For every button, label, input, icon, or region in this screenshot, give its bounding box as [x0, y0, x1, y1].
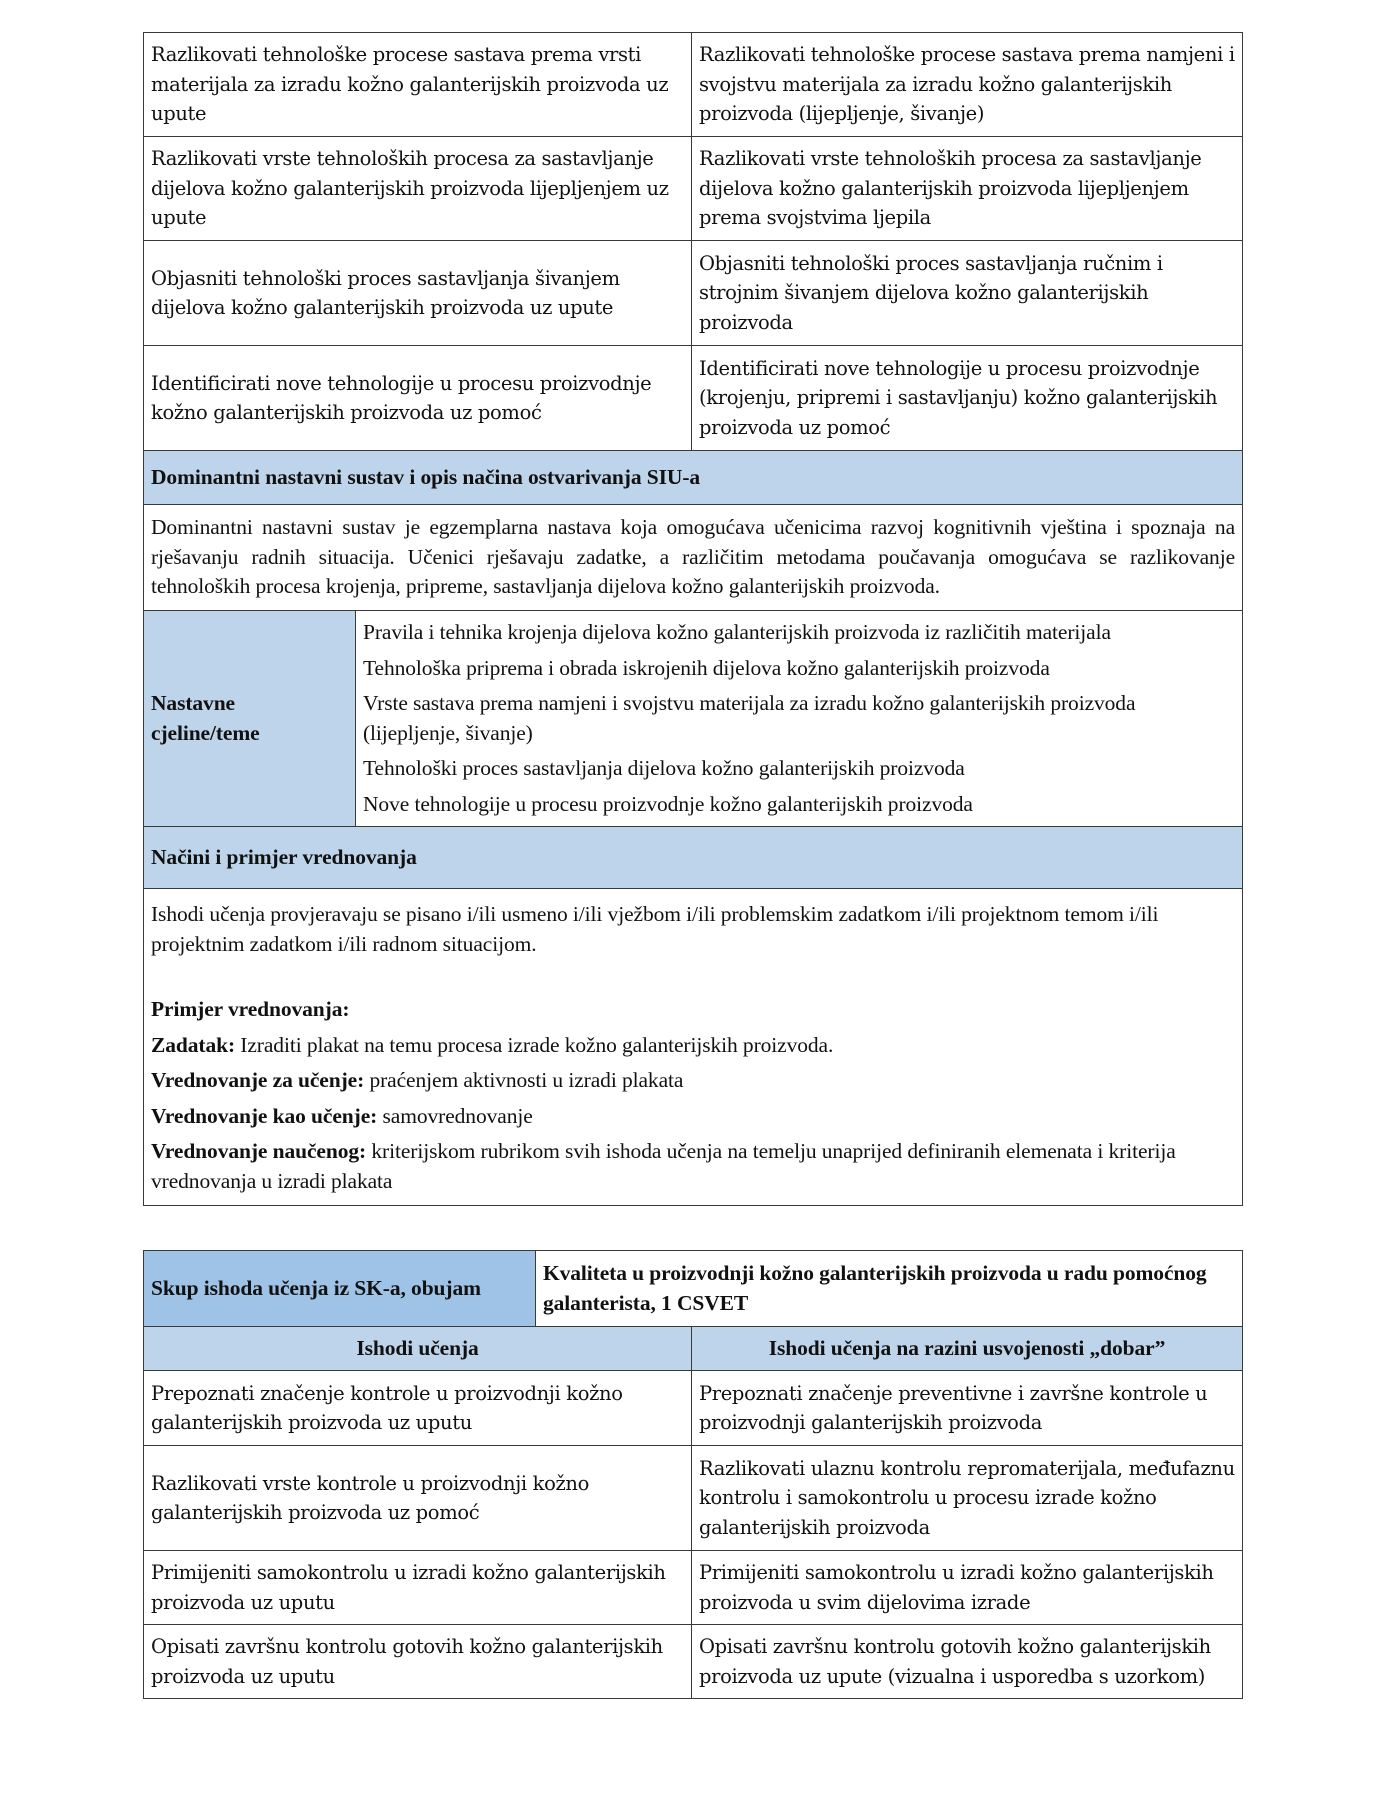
outcome-cell: Objasniti tehnološki proces sastavljanja šivanjem dijelova kožno galanterijskih proizvoda uz upute	[144, 241, 692, 346]
evaluation-task	[151, 1028, 1235, 1064]
outcome-cell: Opisati završnu kontrolu gotovih kožno galanterijskih proizvoda uz uputu	[144, 1625, 692, 1699]
topics-row	[144, 611, 1243, 827]
for-learning-label: Vrednovanje za učenje:	[151, 1068, 365, 1092]
spacer	[151, 962, 1235, 992]
document-page	[143, 32, 1242, 1699]
column-header-row	[144, 1327, 1243, 1371]
as-learning-label: Vrednovanje kao učenje:	[151, 1103, 378, 1128]
column-header-outcomes: Ishodi učenja	[144, 1327, 692, 1371]
outcome-good-cell: Prepoznati značenje preventivne i završne kontrole u proizvodnji galanterijskih proizvoda	[692, 1371, 1243, 1446]
outcome-good-cell: Opisati završnu kontrolu gotovih kožno galanterijskih proizvoda uz upute (vizualna i usporedba s uzorkom)	[692, 1625, 1243, 1699]
topic-item: Tehnološki proces sastavljanja dijelova kožno galanterijskih proizvoda	[363, 756, 965, 780]
outcome-good-cell: Objasniti tehnološki proces sastavljanja ručnim i strojnim šivanjem dijelova kožno galanterijskih proizvoda	[692, 241, 1243, 346]
section-header-row	[144, 827, 1243, 889]
evaluation-row	[144, 889, 1243, 1206]
outcome-good-cell: Primijeniti samokontrolu u izradi kožno galanterijskih proizvoda u svim dijelovima izrade	[692, 1551, 1243, 1625]
table-row	[144, 1551, 1243, 1625]
task-label: Zadatak:	[151, 1032, 236, 1057]
evaluation-example-heading: Primjer vrednovanja:	[151, 997, 350, 1021]
outcome-good-cell: Razlikovati tehnološke procese sastava prema namjeni i svojstvu materijala za izradu kožno galanterijskih proizvoda (lijepljenje, šivanje)	[692, 33, 1243, 137]
topics-list	[356, 611, 1243, 827]
outcome-cell: Identificirati nove tehnologije u procesu proizvodnje kožno galanterijskih proizvoda uz pomoć	[144, 346, 692, 451]
topics-label: Nastavne cjeline/teme	[144, 611, 356, 827]
evaluation-heading: Načini i primjer vrednovanja	[144, 827, 1243, 889]
set-title: Kvaliteta u proizvodnji kožno galanterijskih proizvoda u radu pomoćnog galanterista, 1 CSVET	[536, 1251, 1243, 1327]
evaluation-as-learning	[151, 1099, 1235, 1135]
section-header-row	[144, 451, 1243, 505]
outcome-cell: Razlikovati tehnološke procese sastava prema vrsti materijala za izradu kožno galanterijskih proizvoda uz upute	[144, 33, 692, 137]
outcome-cell: Razlikovati vrste tehnoloških procesa za sastavljanje dijelova kožno galanterijskih proizvoda lijepljenjem uz upute	[144, 137, 692, 241]
table-row	[144, 505, 1243, 611]
topic-item: Nove tehnologije u procesu proizvodnje kožno galanterijskih proizvoda	[363, 791, 973, 816]
set-label: Skup ishoda učenja iz SK-a, obujam	[144, 1251, 536, 1327]
outcome-cell: Razlikovati vrste kontrole u proizvodnji kožno galanterijskih proizvoda uz pomoć	[144, 1446, 692, 1551]
topic-item: Vrste sastava prema namjeni i svojstvu materijala za izradu kožno galanterijskih proizvoda (lijepljenje, šivanje)	[363, 691, 1136, 745]
task-text: Izraditi plakat na temu procesa izrade kožno galanterijskih proizvoda.	[235, 1032, 834, 1057]
table-gap	[143, 1206, 1242, 1250]
evaluation-for-learning	[151, 1063, 1235, 1099]
table-row	[144, 1371, 1243, 1446]
of-learning-text: kriterijskom rubrikom svih ishoda učenja na temelju unaprijed definiranih elemenata i kriterija vrednovanja u izradi plakata	[151, 1139, 1176, 1193]
outcome-cell: Prepoznati značenje kontrole u proizvodnji kožno galanterijskih proizvoda uz uputu	[144, 1371, 692, 1446]
topic-item: Pravila i tehnika krojenja dijelova kožno galanterijskih proizvoda iz različitih materijala	[363, 620, 1111, 644]
teaching-system-heading: Dominantni nastavni sustav i opis načina ostvarivanja SIU-a	[144, 451, 1243, 505]
table-row	[144, 33, 1243, 137]
teaching-system-text: Dominantni nastavni sustav je egzemplarna nastava koja omogućava učenicima razvoj kognitivnih vještina i spoznaja na rješavanju radnih situacija. Učenici rješavaju zadatke, a različitim metodama poučavanja omogućava se razlikovanje tehnoloških procesa krojenja, pripreme, sastavljanja dijelova kožno galanterijskih proizvoda.	[144, 505, 1243, 611]
topic-item: Tehnološka priprema i obrada iskrojenih dijelova kožno galanterijskih proizvoda	[363, 655, 1050, 680]
of-learning-label: Vrednovanje naučenog:	[151, 1139, 367, 1163]
outcome-cell: Primijeniti samokontrolu u izradi kožno galanterijskih proizvoda uz uputu	[144, 1551, 692, 1625]
as-learning-text: samovrednovanje	[377, 1103, 533, 1128]
table-row	[144, 1625, 1243, 1699]
evaluation-intro: Ishodi učenja provjeravaju se pisano i/ili usmeno i/ili vježbom i/ili problemskim zadatkom i/ili projektnom temom i/ili projektnim zadatkom i/ili radnom situacijom.	[151, 902, 1159, 956]
for-learning-text: praćenjem aktivnosti u izradi plakata	[364, 1068, 684, 1092]
set-header-row	[144, 1251, 1243, 1327]
evaluation-of-learning	[151, 1134, 1235, 1199]
outcome-good-cell: Razlikovati ulaznu kontrolu repromaterijala, međufaznu kontrolu i samokontrolu u procesu izrade kožno galanterijskih proizvoda	[692, 1446, 1243, 1551]
table-row	[144, 137, 1243, 241]
table-row	[144, 241, 1243, 346]
learning-outcomes-table-1	[143, 32, 1243, 1206]
outcome-good-cell: Identificirati nove tehnologije u procesu proizvodnje (krojenju, pripremi i sastavljanju) kožno galanterijskih proizvoda uz pomoć	[692, 346, 1243, 451]
outcome-good-cell: Razlikovati vrste tehnoloških procesa za sastavljanje dijelova kožno galanterijskih proizvoda lijepljenjem prema svojstvima ljepila	[692, 137, 1243, 241]
table-row	[144, 346, 1243, 451]
evaluation-cell	[144, 889, 1243, 1206]
table-row	[144, 1446, 1243, 1551]
column-header-outcomes-good: Ishodi učenja na razini usvojenosti „dobar”	[692, 1327, 1243, 1371]
learning-outcomes-table-2	[143, 1250, 1243, 1699]
